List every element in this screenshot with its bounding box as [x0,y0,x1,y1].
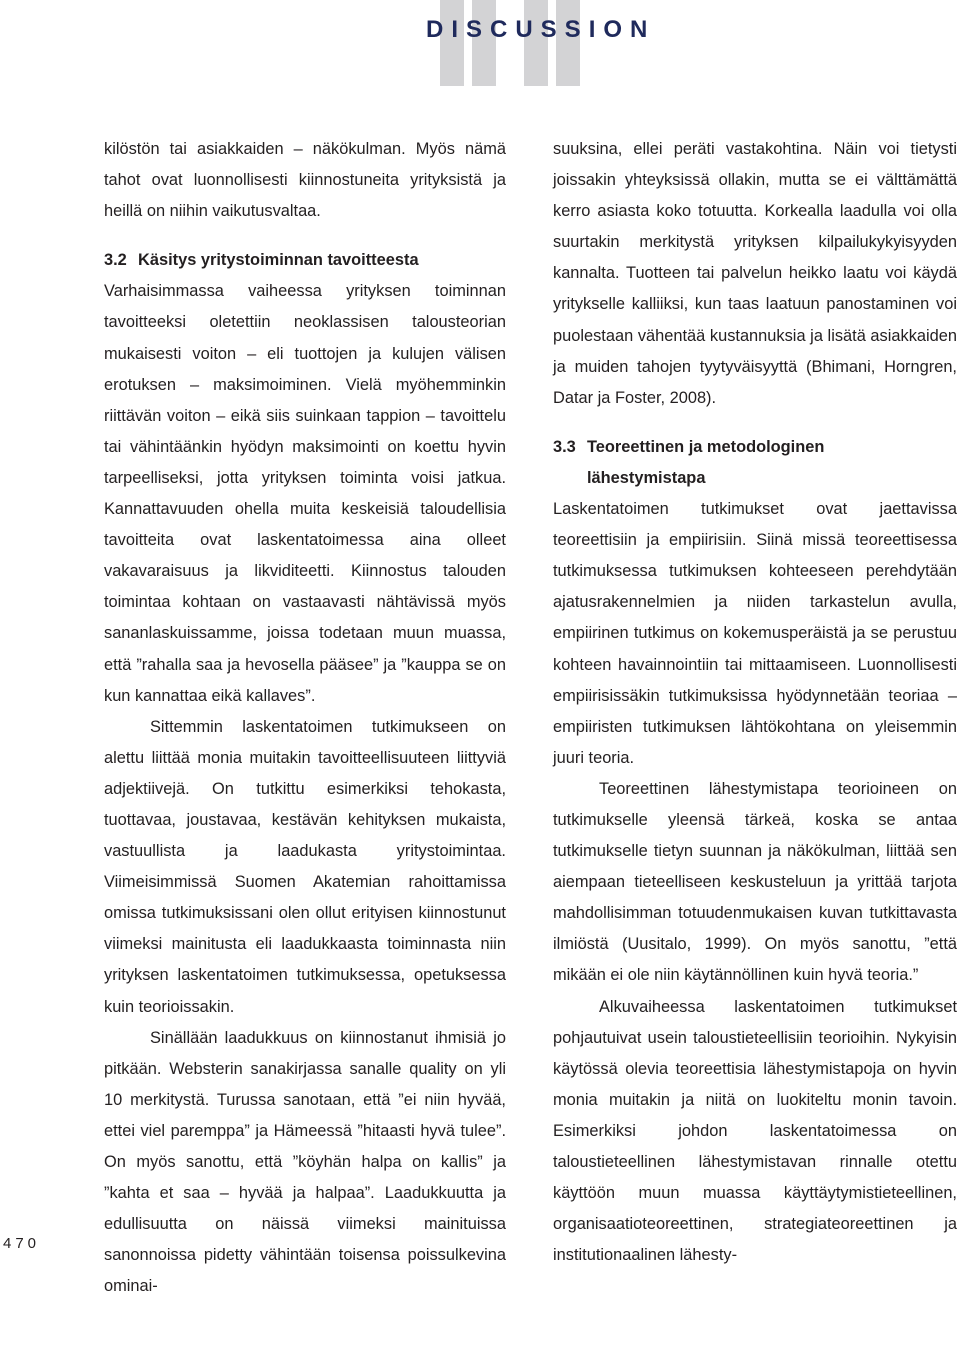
heading-text: Käsitys yritystoiminnan tavoitteesta [138,251,419,270]
heading-text-continued: lähestymistapa [587,468,706,487]
paragraph: suuksina, ellei peräti vastakohtina. Näin voi tietysti joissakin yhteyksissä ollakin, mutta se ei välttämättä kerro asiasta koko totuutta. Korkealla laadulla voi olla suurtakin merkitystä yrityksen kilpailukykyisyyden kannalta. Tuotteen tai palvelun heikko laatu voi käydä yritykselle kalliiksi, kun taas laatuun panostaminen voi puolestaan vähentää kustannuksia ja lisätä asiakkaiden ja muiden tahojen tyytyväisyyttä (Bhimani, Horngren, Datar ja Foster, 2008). [553,140,957,407]
paragraph: kilöstön tai asiakkaiden – näkökulman. Myös nämä tahot ovat luonnollisesti kiinnostuneita yrityksistä ja heillä on niihin vaikutusvaltaa. [104,140,506,221]
right-column [553,134,957,1271]
paragraph: Laskentatoimen tutkimukset ovat jaettavissa teoreettisiin ja empiirisiin. Siinä missä teoreettisessa tutkimuksessa tutkimuksen kohteeseen perehdytään ajatusrakennelmien ja niiden tarkastelun avulla, empiirinen tutkimus on kokemusperäistä ja se perustuu kohteen havainnointiin tai mittaamiseen. Luonnollisesti empiirisissäkin tutkimuksissa hyödynnetään teoriaa – empiiristen tutkimuksen lähtökohtana on yleisemmin juuri teoria. [553,500,957,767]
heading-number: 3.3 [553,437,576,456]
left-column [104,134,506,1302]
paragraph: Varhaisimmassa vaiheessa yrityksen toiminnan tavoitteeksi oletettiin neoklassisen talousteorian mukaisesti voiton – eli tuottojen ja kulujen välisen erotuksen – maksimoiminen. Vielä myöhemminkin riittävän voiton – eikä siis suinkaan tappion – tavoittelu tai vähintäänkin hyödyn maksimointi on koettu hyvin tarpeelliseksi, jotta yrityksen toiminta voisi jatkua. Kannattavuuden ohella muita keskeisiä taloudellisia tavoitteita ovat laskentatoimessa aina olleet vakavaraisuus ja likviditeetti. Kiinnostus talouden toimintaa kohtaan on vastaavasti nähtävissä myös sananlaskuissamme, joissa todetaan muun muassa, että ”rahalla saa ja hevosella pääsee” ja ”kauppa se on kun kannattaa eikä kallaves”. [104,282,506,705]
paragraph: Alkuvaiheessa laskentatoimen tutkimukset pohjautuivat usein taloustieteellisiin teorioihin. Nykyisin käytössä olevia teoreettisia lähestymistapoja on hyvin monia muitakin ja niitä on luokiteltu monin tavoin. Esimerkiksi johdon laskentatoimessa on taloustieteellinen lähestymistavan rinnalle otettu käyttöön muun muassa käyttäytymistieteellinen, organisaatioteoreettinen, strategiateoreettinen ja institutionaalinen lähesty- [553,997,957,1265]
paragraph: Teoreettinen lähestymistapa teorioineen on tutkimukselle yleensä tärkeä, koska se antaa tutkimukselle tietyn suunnan ja näkökulman, liittää sen aiempaan tieteelliseen keskusteluun ja yrittää tarjota mahdollisimman totuudenmukaisen kuvan tutkittavasta ilmiöstä (Uusitalo, 1999). On myös sanottu, ”että mikään ei ole niin käytännöllinen kuin hyvä teoria.” [553,779,957,985]
section-heading [553,432,957,494]
page-number: 470 [3,1235,41,1252]
section-heading [104,245,506,276]
paragraph: Sinällään laadukkuus on kiinnostanut ihmisiä jo pitkään. Websterin sanakirjassa sanalle quality on yli 10 merkitystä. Turussa sanotaan, että ”ei niin hyvää, ettei viel paremppa” ja Hämeessä ”hitaasti hyvä tulee”. On myös sanottu, että ”köyhän halpa on kallis” ja ”kahta et saa – hyvää ja halpaa”. Laadukkuutta ja edullisuutta on näissä viimeksi mainituissa sanonnoissa pidetty vähintään toisensa poissulkevina ominai- [104,1028,506,1296]
heading-number: 3.2 [104,251,127,270]
paragraph: Sittemmin laskentatoimen tutkimukseen on alettu liittää monia muitakin tavoitteellisuuteen liittyviä adjektiivejä. On tutkittu esimerkiksi tehokasta, tuottavaa, joustavaa, kestävän kehityksen mukaista, vastuullista ja laadukasta yritystoimintaa. Viimeisimmissä Suomen Akatemian rahoittamissa omissa tutkimuksissani olen ollut erityisen kiinnostunut viimeksi mainitusta eli laadukkaasta toiminnasta niin yrityksen laskentatoimen tutkimuksessa, opetuksessa kuin teorioissakin. [104,717,506,1016]
section-title: DISCUSSION [426,16,656,43]
heading-text: Teoreettinen ja metodologinen [587,437,825,456]
